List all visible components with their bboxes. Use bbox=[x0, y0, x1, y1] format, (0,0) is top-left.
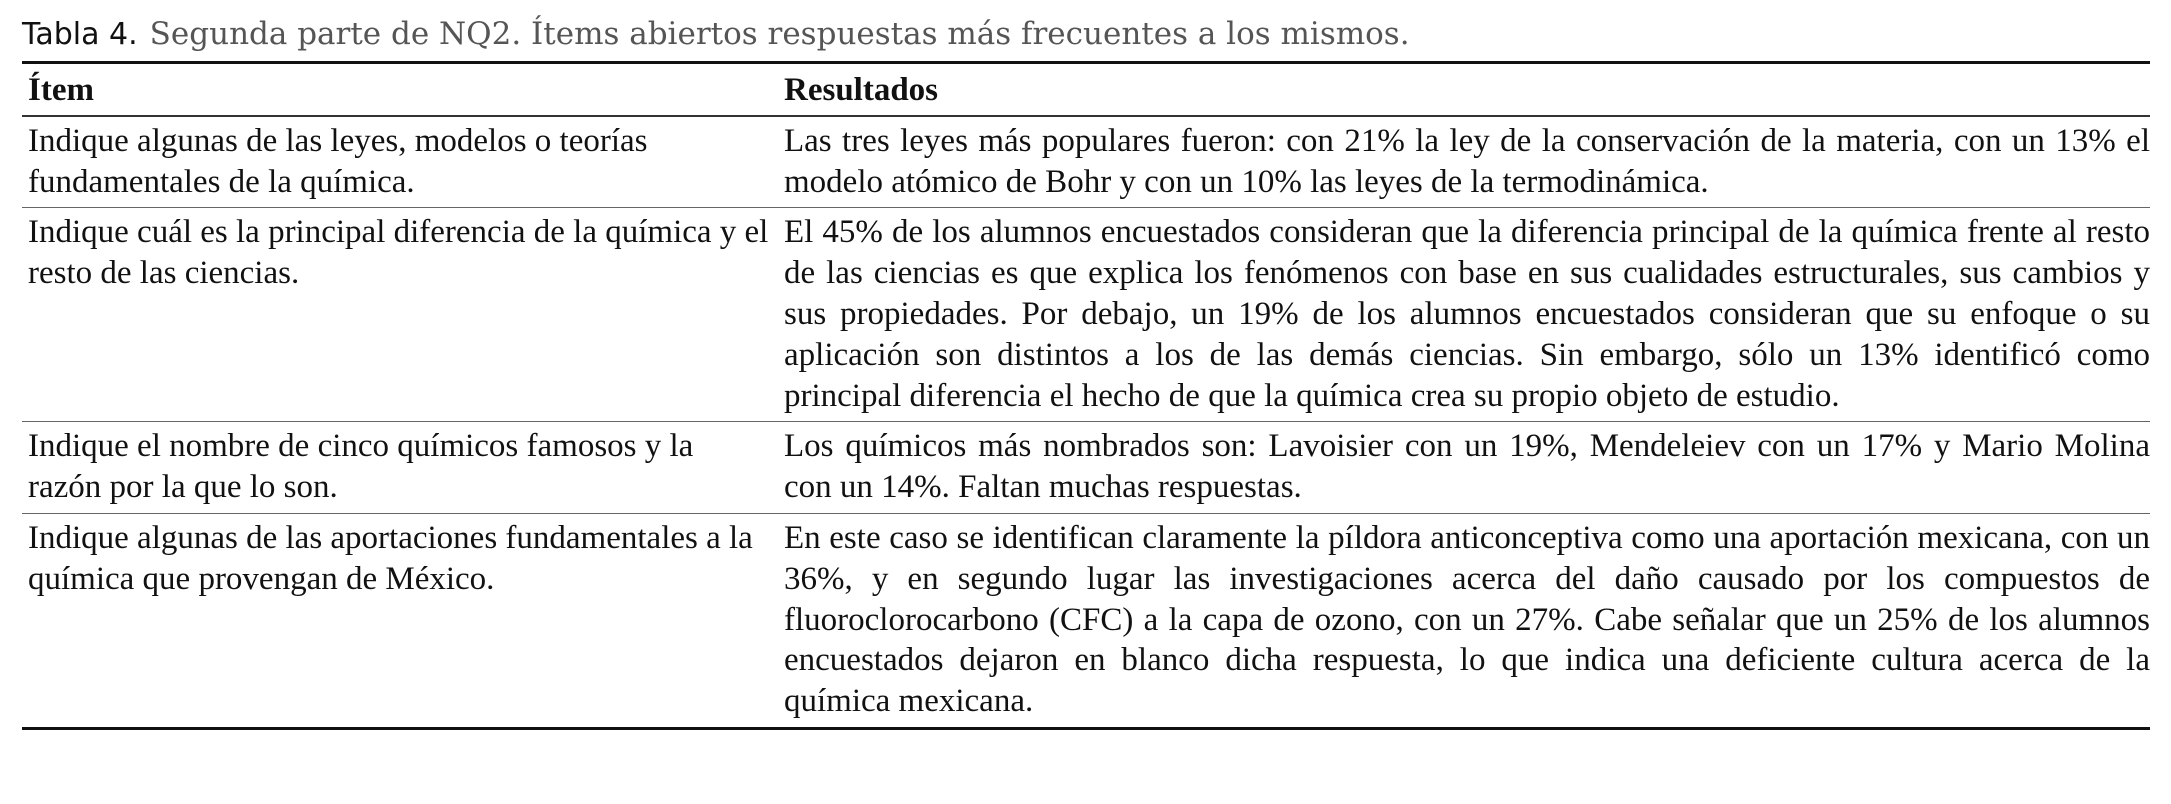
column-header-results: Resultados bbox=[784, 72, 939, 108]
item-cell: Indique cuál es la principal diferencia de la química y el resto de las ciencias. bbox=[28, 214, 769, 292]
item-cell: Indique algunas de las aportaciones fundamentales a la química que provengan de México. bbox=[28, 519, 753, 597]
table-row bbox=[22, 422, 2150, 514]
result-cell: En este caso se identifican claramente la píldora anticonceptiva como una aportación mexicana, con un 36%, y en segundo lugar las investigaciones acerca del daño causado por los compuestos de fluoroclorocarbono (CFC) a la capa de ozono, con un 27%. Cabe señalar que un 25% de los alumnos encuestados dejaron en blanco dicha respuesta, lo que indica una deficiente cultura acerca de la química mexicana. bbox=[784, 519, 2150, 720]
item-cell: Indique el nombre de cinco químicos famosos y la razón por la que lo son. bbox=[28, 428, 694, 506]
results-table bbox=[22, 61, 2150, 730]
table-caption-text: Segunda parte de NQ2. Ítems abiertos respuestas más frecuentes a los mismos. bbox=[149, 16, 1410, 52]
table-row bbox=[22, 513, 2150, 728]
table-header-row bbox=[22, 63, 2150, 116]
table-row bbox=[22, 208, 2150, 422]
table-caption bbox=[22, 14, 2150, 61]
table-caption-label: Tabla 4. bbox=[22, 17, 138, 52]
result-cell: El 45% de los alumnos encuestados consideran que la diferencia principal de la química frente al resto de las ciencias es que explica los fenómenos con base en sus cualidades estructurales, sus cambios y sus propiedades. Por debajo, un 19% de los alumnos encuestados consideran que su enfoque o su aplicación son distintos a los de las demás ciencias. Sin embargo, sólo un 13% identificó como principal diferencia el hecho de que la química crea su propio objeto de estudio. bbox=[784, 214, 2150, 414]
document-page bbox=[22, 14, 2150, 730]
result-cell: Las tres leyes más populares fueron: con 21% la ley de la conservación de la materia, con un 13% el modelo atómico de Bohr y con un 10% las leyes de la termodinámica. bbox=[784, 122, 2150, 200]
column-header-item: Ítem bbox=[28, 72, 94, 108]
result-cell: Los químicos más nombrados son: Lavoisier con un 19%, Mendeleiev con un 17% y Mario Molina con un 14%. Faltan muchas respuestas. bbox=[784, 428, 2150, 506]
item-cell: Indique algunas de las leyes, modelos o teorías fundamentales de la química. bbox=[28, 122, 648, 200]
table-row bbox=[22, 116, 2150, 208]
